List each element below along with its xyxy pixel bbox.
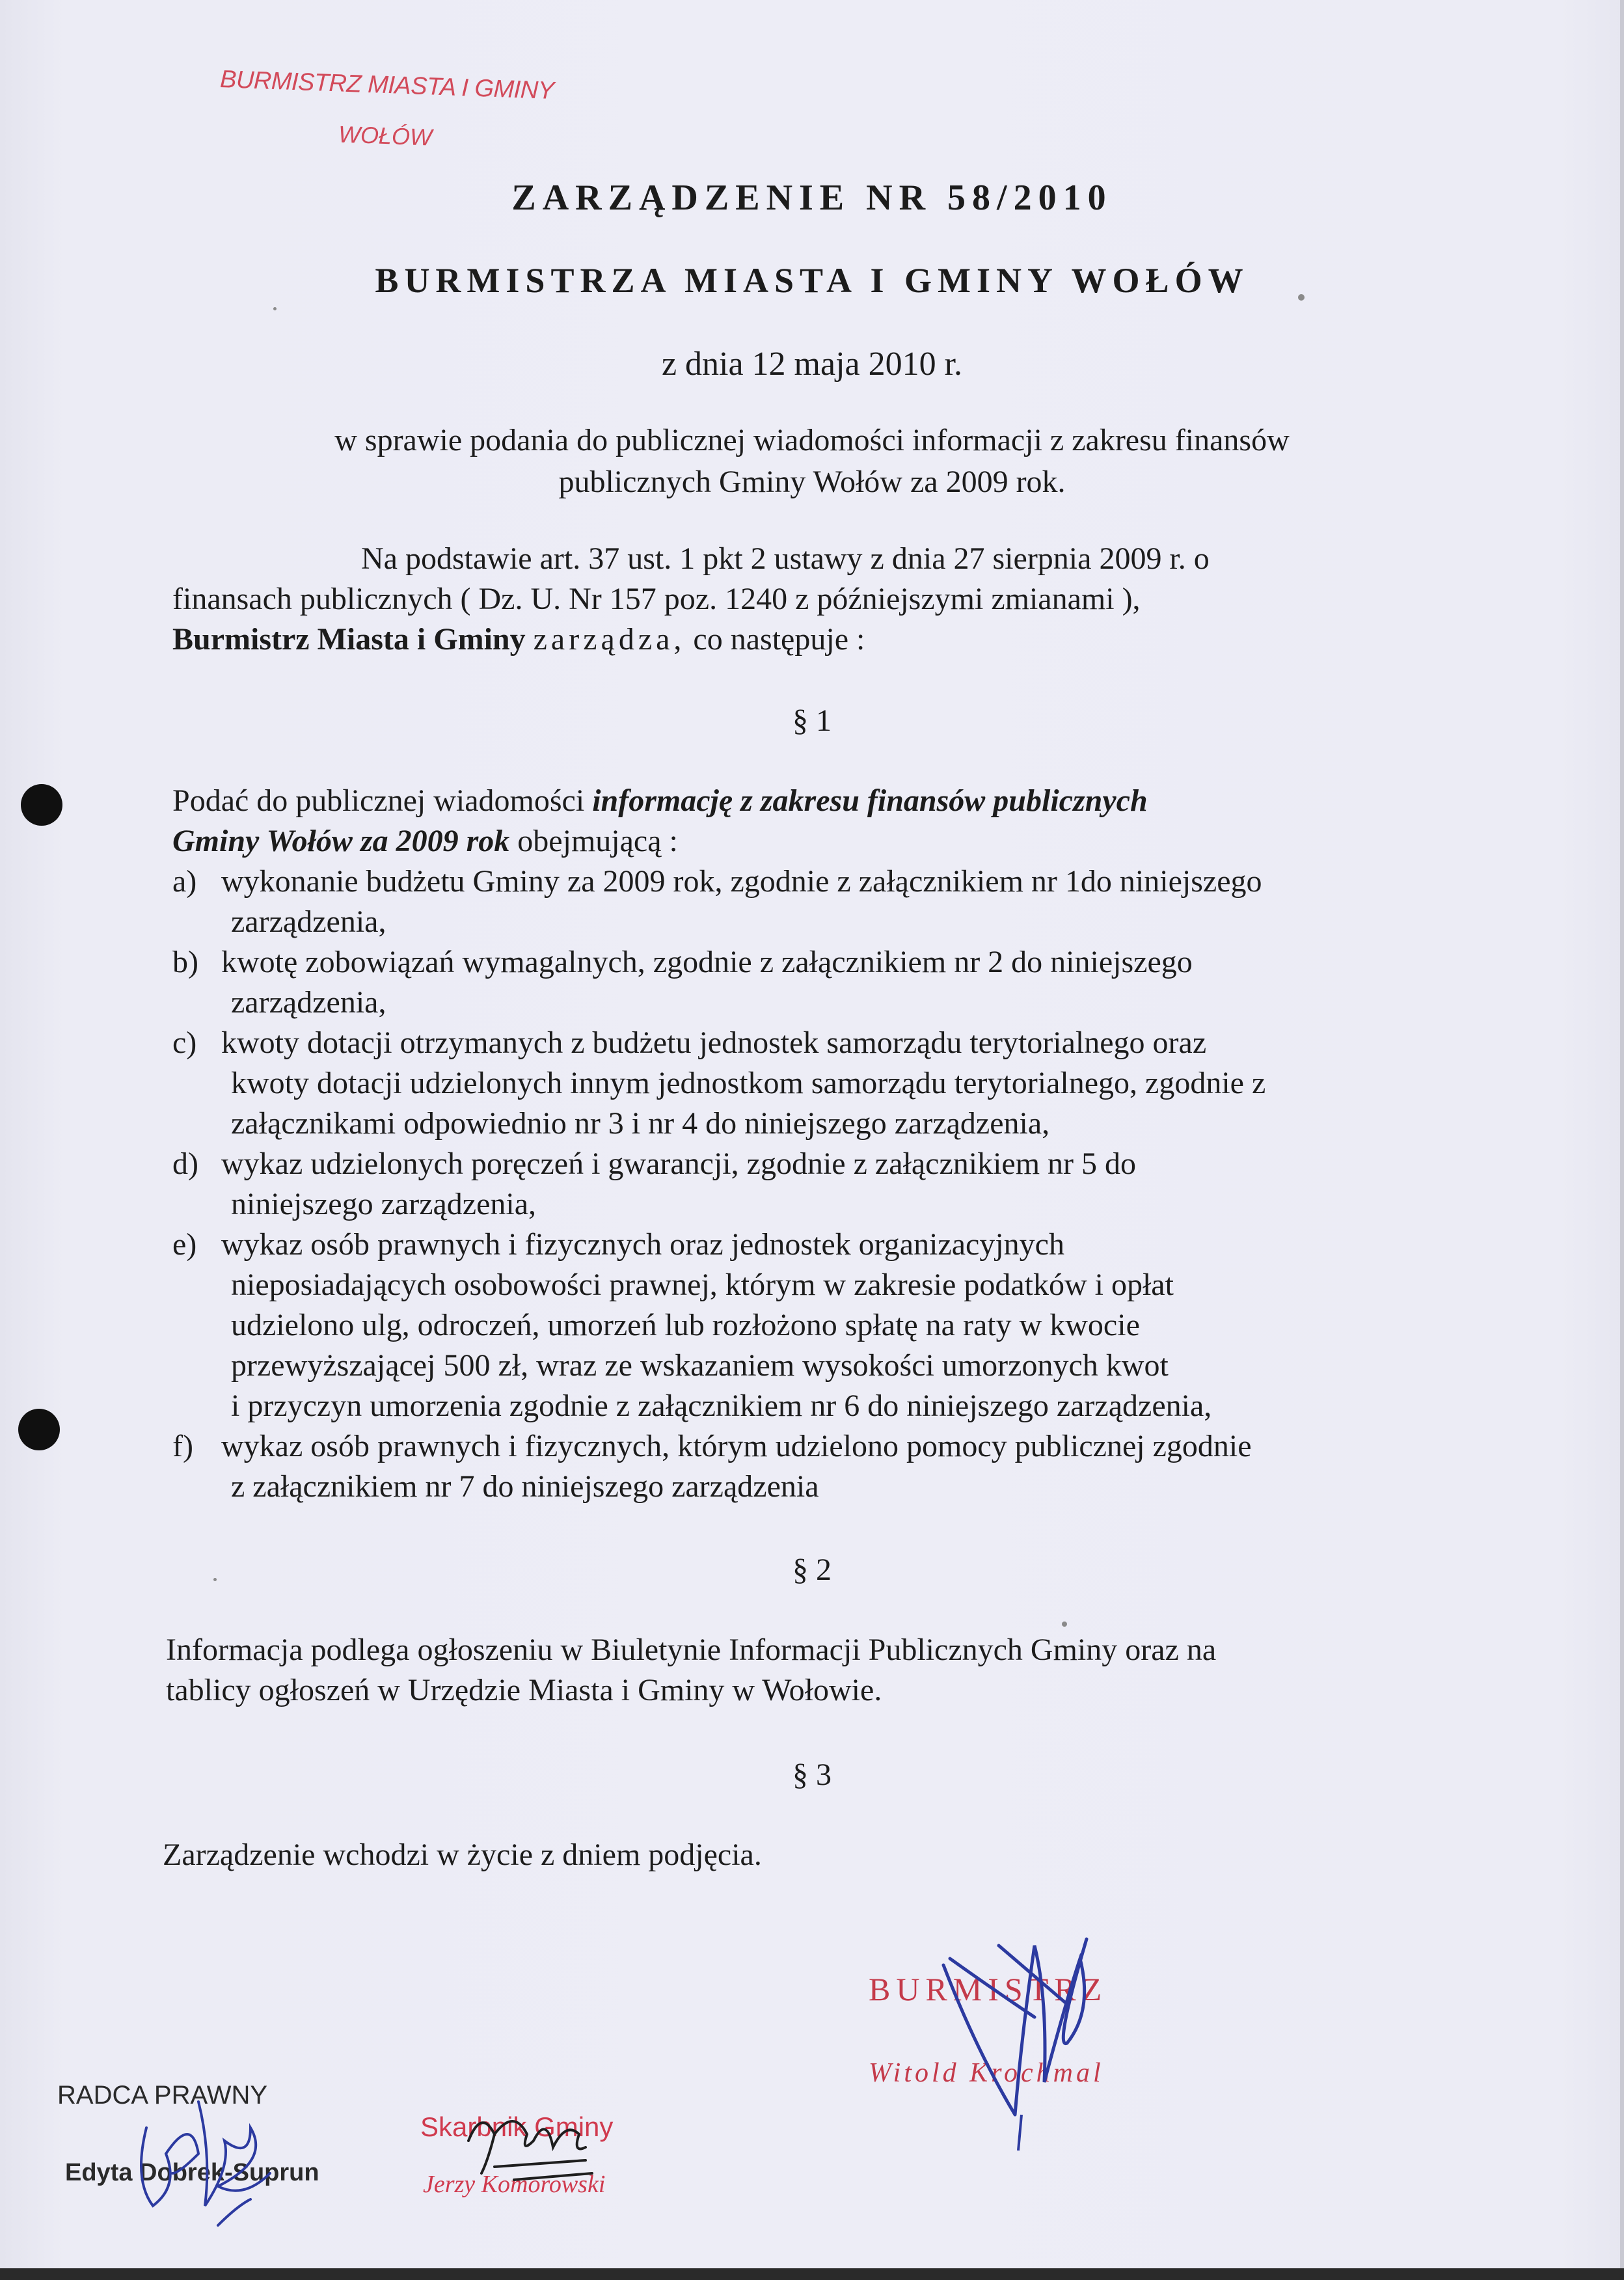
intro-line xyxy=(172,821,1148,862)
list-item-text: zarządzenia, xyxy=(231,904,386,939)
list-item-line xyxy=(172,1305,1265,1346)
section-mark-1: § 1 xyxy=(792,703,832,738)
list-item-line xyxy=(172,1144,1265,1184)
list-item-text: z załącznikiem nr 7 do niniejszego zarządzenia xyxy=(231,1469,819,1504)
list-item-text: udzielono ulg, odroczeń, umorzeń lub rozłożono spłatę na raty w kwocie xyxy=(231,1308,1140,1342)
intro-emphasis: Gminy Wołów za 2009 rok xyxy=(172,824,510,858)
document-subject xyxy=(0,420,1624,503)
list-item-text: kwoty dotacji udzielonych innym jednostkom samorządu terytorialnego, zgodnie z xyxy=(231,1066,1266,1100)
intro-line xyxy=(172,781,1148,821)
follows-text: co następuje : xyxy=(693,622,865,657)
list-item-line xyxy=(172,983,1265,1023)
list-item-line xyxy=(172,1023,1265,1063)
entry-line: Zarządzenie wchodzi w życie z dniem podjęcia. xyxy=(163,1838,762,1872)
list-item-line xyxy=(172,1225,1265,1265)
info-paragraph xyxy=(166,1630,1216,1711)
list-item-marker: b) xyxy=(172,945,198,979)
mayor-bold-text: Burmistrz Miasta i Gminy xyxy=(172,622,526,657)
list-item-text: kwotę zobowiązań wymagalnych, zgodnie z załącznikiem nr 2 do niniejszego xyxy=(221,945,1193,979)
office-stamp-line2: WOŁÓW xyxy=(338,120,433,151)
list-item-line xyxy=(172,1184,1265,1225)
page-edge xyxy=(1620,0,1624,2280)
legal-advisor-signature xyxy=(120,2076,290,2245)
mayor-signature xyxy=(937,1920,1106,2154)
document-subtitle: BURMISTRZA MIASTA I GMINY WOŁÓW xyxy=(375,261,1249,300)
list-item-text: i przyczyn umorzenia zgodnie z załącznikiem nr 6 do niniejszego zarządzenia, xyxy=(231,1389,1212,1423)
mayor-name-stamp: Witold Krochmal xyxy=(869,2058,1104,2088)
orders-word: zarządza, xyxy=(533,622,686,657)
info-line: tablicy ogłoszeń w Urzędzie Miasta i Gminy w Wołowie. xyxy=(166,1673,882,1707)
section-mark-3: § 3 xyxy=(792,1758,832,1792)
intro-emphasis: informację z zakresu finansów publicznych xyxy=(592,783,1148,818)
legal-basis-line: finansach publicznych ( Dz. U. Nr 157 poz. 1240 z późniejszymi zmianami ), xyxy=(172,582,1141,616)
scan-speck xyxy=(1298,294,1305,301)
list-item-text: przewyższającej 500 zł, wraz ze wskazaniem wysokości umorzonych kwot xyxy=(231,1348,1169,1383)
list-item-marker: d) xyxy=(172,1147,198,1181)
list-item-marker: a) xyxy=(172,864,197,899)
subject-line: w sprawie podania do publicznej wiadomości informacji z zakresu finansów xyxy=(334,423,1290,457)
document-date: z dnia 12 maja 2010 r. xyxy=(661,346,963,383)
list-item-text: niniejszego zarządzenia, xyxy=(231,1187,537,1221)
intro-paragraph xyxy=(172,781,1148,862)
items-list xyxy=(172,862,1265,1507)
scan-border xyxy=(0,2268,1624,2280)
list-item-line xyxy=(172,1426,1265,1467)
list-item-text: kwoty dotacji otrzymanych z budżetu jednostek samorządu terytorialnego oraz xyxy=(221,1025,1207,1060)
intro-lead: Podać do publicznej wiadomości xyxy=(172,783,585,818)
legal-basis-line: Na podstawie art. 37 ust. 1 pkt 2 ustawy z dnia 27 sierpnia 2009 r. o xyxy=(361,541,1210,576)
document-title: ZARZĄDZENIE NR 58/2010 xyxy=(511,178,1113,218)
scan-speck xyxy=(273,307,277,310)
section-mark-2: § 2 xyxy=(792,1553,832,1587)
treasurer-signature xyxy=(455,2095,605,2193)
scan-speck xyxy=(1062,1622,1067,1627)
list-item-marker: f) xyxy=(172,1429,193,1463)
list-item-line xyxy=(172,902,1265,942)
list-item-marker: c) xyxy=(172,1025,197,1060)
list-item-line xyxy=(172,862,1265,902)
list-item-line xyxy=(172,1467,1265,1507)
info-line: Informacja podlega ogłoszeniu w Biuletynie Informacji Publicznych Gminy oraz na xyxy=(166,1633,1217,1667)
scan-speck xyxy=(213,1578,217,1581)
mayor-title-stamp: BURMISTRZ xyxy=(869,1971,1108,2007)
list-item-line xyxy=(172,1346,1265,1386)
list-item-text: nieposiadających osobowości prawnej, którym w zakresie podatków i opłat xyxy=(231,1268,1174,1302)
list-item-line xyxy=(172,1265,1265,1305)
list-item-text: wykonanie budżetu Gminy za 2009 rok, zgodnie z załącznikiem nr 1do niniejszego xyxy=(221,864,1262,899)
list-item-line xyxy=(172,1104,1265,1144)
list-item-text: wykaz osób prawnych i fizycznych oraz jednostek organizacyjnych xyxy=(221,1227,1064,1262)
treasurer-label: Skarbnik Gminy xyxy=(420,2111,614,2142)
list-item-line xyxy=(172,1386,1265,1426)
legal-advisor-name: Edyta Dobrek-Suprun xyxy=(65,2159,319,2186)
list-item-line xyxy=(172,942,1265,983)
punch-hole xyxy=(21,784,62,826)
list-item-text: załącznikami odpowiednio nr 3 i nr 4 do niniejszego zarządzenia, xyxy=(231,1106,1050,1141)
legal-basis xyxy=(172,539,1210,660)
subject-line: publicznych Gminy Wołów za 2009 rok. xyxy=(558,465,1066,499)
list-item-line xyxy=(172,1063,1265,1104)
office-stamp-line1: BURMISTRZ MIASTA I GMINY xyxy=(219,66,555,105)
list-item-marker: e) xyxy=(172,1227,197,1262)
punch-hole xyxy=(18,1409,60,1450)
list-item-text: zarządzenia, xyxy=(231,985,386,1020)
legal-basis-line xyxy=(172,619,1210,660)
legal-advisor-label: RADCA PRAWNY xyxy=(57,2081,268,2110)
treasurer-name: Jerzy Komorowski xyxy=(423,2171,606,2198)
intro-tail: obejmującą : xyxy=(517,824,678,858)
list-item-text: wykaz udzielonych poręczeń i gwarancji, zgodnie z załącznikiem nr 5 do xyxy=(221,1147,1137,1181)
list-item-text: wykaz osób prawnych i fizycznych, którym udzielono pomocy publicznej zgodnie xyxy=(221,1429,1252,1463)
entry-into-force xyxy=(163,1835,762,1875)
